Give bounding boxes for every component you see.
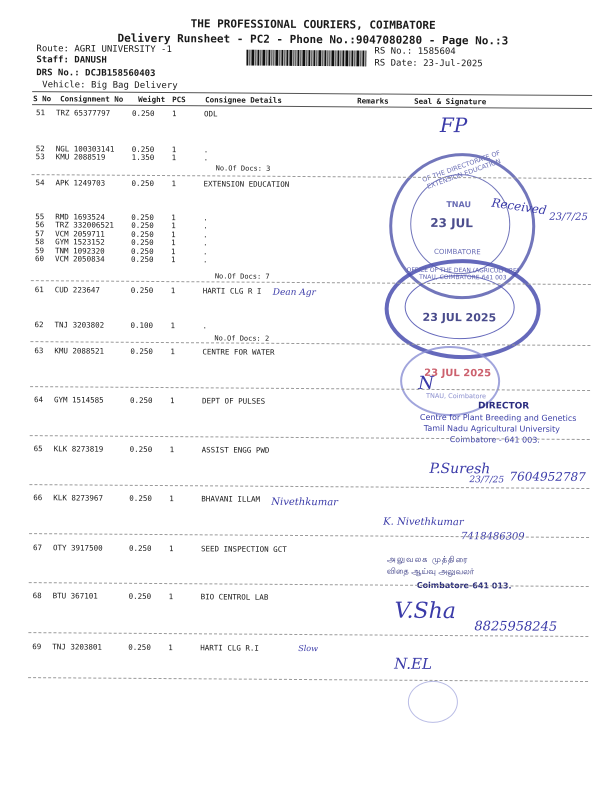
row-sno: 56	[35, 220, 45, 230]
row-consignment: VCM 2050834	[54, 254, 105, 264]
row-sno: 69	[32, 642, 42, 652]
row-weight: 0.100	[130, 320, 154, 330]
row-weight: 0.250	[131, 108, 155, 118]
row-weight: 0.250	[130, 254, 154, 264]
row-sno: 68	[32, 591, 42, 601]
harti-note: Slow	[298, 643, 318, 654]
col-remarks: Remarks	[357, 96, 389, 106]
row-weight: 0.250	[130, 346, 153, 356]
rs-date: RS Date: 23-Jul-2025	[374, 58, 483, 70]
row-weight: 0.250	[128, 543, 152, 553]
row-consignment: BTU 367101	[52, 591, 98, 601]
row-consignment: RMD 1693524	[55, 212, 105, 222]
row-consignee: .	[203, 221, 208, 231]
docs-count-group2: No.Of Docs: 7	[214, 272, 270, 281]
signature-row68: V.Sha	[394, 598, 457, 625]
row-consignee: EXTENSION EDUCATION	[203, 179, 290, 189]
row-sno: 60	[34, 254, 45, 264]
bhavani-name: Nivethkumar	[271, 496, 339, 509]
row-weight: 0.250	[131, 212, 154, 222]
seed-name: K. Nivethkumar	[383, 516, 464, 529]
row-consignee: .	[203, 153, 209, 163]
signature-row51: FP	[439, 112, 468, 138]
col-weight: Weight	[138, 94, 166, 105]
tnau-label: TNAU	[446, 200, 471, 210]
col-seal: Seal & Signature	[414, 96, 487, 107]
col-pcs: PCS	[172, 95, 186, 105]
row-sno: 55	[35, 212, 45, 222]
row-weight: 0.250	[131, 144, 155, 154]
row-weight: 0.250	[128, 591, 152, 601]
pwd-phone: 7604952787	[509, 469, 586, 484]
row-sno: 64	[33, 395, 44, 405]
dean-date: 23 JUL 2025	[422, 310, 497, 325]
drs-number: DCJB158560403	[85, 68, 156, 79]
pwd-date: 23/7/25	[469, 475, 505, 486]
row-pcs: 1	[171, 145, 177, 155]
row-weight: 0.250	[131, 220, 154, 230]
row-consignment: KLK 8273967	[53, 493, 104, 503]
row-consignee: HARTI CLG R I	[202, 286, 262, 296]
row-consignee: ODL	[203, 109, 218, 119]
director-title: DIRECTOR	[477, 401, 530, 412]
row-sno: 66	[33, 493, 43, 503]
staff-label: Staff: DANUSH	[36, 55, 107, 66]
row-weight: 0.250	[131, 229, 154, 239]
round-stamp-label: TNAU, Coimbatore	[426, 391, 487, 401]
staff-name: DANUSH	[74, 55, 107, 66]
row-pcs: 1	[171, 109, 177, 119]
row-consignment: GYM 1514585	[53, 395, 104, 405]
row-sno: 52	[35, 144, 45, 154]
dean-ring-text: OFFICE OF THE DEAN (AGRICULTURE) TNAU, COIMBATORE-641 003	[406, 266, 520, 282]
row-pcs: 1	[170, 347, 175, 357]
signature-row65: P.Suresh	[429, 460, 491, 478]
vehicle-label: Vehicle: Big Bag Delivery	[42, 80, 178, 92]
company-title: THE PROFESSIONAL COURIERS, COIMBATORE	[190, 17, 436, 32]
row-pcs: 1	[168, 544, 174, 554]
signature-row63: N	[418, 372, 434, 394]
directorate-city: COIMBATORE	[434, 247, 481, 257]
directorate-date: 23 JUL	[430, 215, 474, 231]
row-consignment: KMU 2088519	[55, 152, 106, 162]
row-sno: 58	[35, 237, 45, 247]
row-pcs: 1	[168, 592, 174, 602]
row-pcs: 1	[170, 321, 176, 331]
row-consignment: TNJ 3203801	[52, 642, 102, 652]
row-divider	[29, 484, 589, 489]
row-sno: 59	[35, 246, 45, 256]
header-rule-bottom	[32, 104, 592, 109]
row-consignee: .	[203, 213, 208, 223]
row-consignee: .	[203, 238, 208, 248]
row-pcs: 1	[170, 255, 176, 265]
row-pcs: 1	[171, 247, 176, 257]
received-note: Received	[490, 195, 548, 218]
row-consignment: KMU 2088521	[54, 346, 105, 356]
row-consignment: VCM 2059711	[55, 229, 105, 239]
row-pcs: 1	[171, 221, 176, 231]
row-sno: 67	[32, 543, 43, 553]
row-pcs: 1	[171, 153, 177, 163]
row-pcs: 1	[169, 396, 175, 406]
row-sno: 62	[34, 320, 44, 330]
row-sno: 51	[35, 108, 46, 118]
row-consignment: TNM 1092320	[55, 246, 105, 256]
col-consignment: Consignment No	[60, 94, 124, 104]
row-consignee: .	[202, 255, 208, 265]
row-weight: 0.250	[131, 246, 154, 256]
director-line2: Tamil Nadu Agricultural University	[423, 423, 560, 434]
row-consignment: CUD 223647	[54, 285, 100, 295]
row-consignment: TRZ 332006521	[55, 220, 114, 230]
row-consignee: .	[202, 321, 208, 331]
row-consignment: TNJ 3203802	[54, 320, 105, 330]
address-stamp-pin: Coimbatore-641 013.	[416, 580, 512, 591]
row-pcs: 1	[169, 494, 174, 504]
director-line1: Centre for Plant Breeding and Genetics	[419, 412, 577, 423]
dean-note: Dean Agr	[272, 287, 316, 299]
row-consignee: SEED INSPECTION GCT	[200, 544, 287, 554]
row-pcs: 1	[169, 445, 175, 455]
row-consignment: KLK 8273819	[53, 444, 104, 454]
row-pcs: 1	[170, 286, 176, 296]
barcode	[246, 50, 366, 67]
row-consignee: CENTRE FOR WATER	[202, 347, 275, 357]
docs-count-group3: No.Of Docs: 2	[214, 334, 270, 343]
row-consignee: .	[203, 247, 208, 257]
row-consignee: .	[203, 145, 209, 155]
row-consignee: DEPT OF PULSES	[201, 396, 266, 406]
row-sno: 63	[34, 346, 44, 356]
drs-label: DRS No.: DCJB158560403	[36, 68, 156, 79]
row-weight: 0.250	[129, 444, 153, 454]
col-sno: S No	[33, 94, 52, 104]
seed-phone: 7418486309	[461, 531, 525, 543]
row-weight: 0.250	[130, 285, 154, 295]
row-weight: 0.250	[131, 237, 154, 247]
row-consignment: GYM 1523152	[55, 237, 105, 247]
round-stamp-date: 23 JUL 2025	[424, 367, 492, 380]
row-sno: 54	[35, 178, 45, 188]
row-pcs: 1	[171, 213, 176, 223]
row-pcs: 1	[171, 230, 176, 240]
row-weight: 0.250	[131, 178, 155, 188]
address-stamp-line2: விதை ஆய்வு அலுவலர்	[386, 566, 475, 577]
row-divider	[28, 677, 588, 682]
runsheet-rows	[3, 0, 600, 2]
signature-row69: N.EL	[394, 654, 433, 673]
row-weight: 0.250	[129, 493, 152, 503]
bio-phone: 8825958245	[474, 619, 558, 635]
runsheet-title: Delivery Runsheet - PC2 - Phone No.:9047080280 - Page No.:3	[117, 31, 509, 48]
row-sno: 57	[35, 229, 45, 239]
row-consignment: OTY 3917500	[52, 543, 103, 553]
row-weight: 0.250	[128, 642, 151, 652]
row-consignee: BIO CENTROL LAB	[200, 592, 269, 602]
director-line3: Coimbatore - 641 003.	[449, 435, 540, 445]
row-consignee: .	[203, 230, 208, 240]
row-divider	[30, 386, 590, 391]
row-pcs: 1	[168, 643, 173, 653]
docs-count-group1: No.Of Docs: 3	[215, 164, 271, 173]
faint-stamp-bottom	[408, 681, 458, 723]
row-consignee: HARTI CLG R.I	[200, 643, 260, 653]
row-consignee: BHAVANI ILLAM	[201, 494, 261, 504]
row-consignment: TRZ 65377797	[55, 108, 111, 118]
rs-number: RS No.: 1585604	[374, 46, 456, 58]
row-pcs: 1	[171, 238, 176, 248]
col-consignee: Consignee Details	[205, 95, 282, 105]
row-sno: 53	[35, 152, 45, 162]
route-label: Route: AGRI UNIVERSITY -1	[36, 44, 172, 56]
row-consignment: NGL 100303141	[55, 144, 115, 154]
row-sno: 61	[34, 285, 44, 295]
row-consignment: APK 1249703	[55, 178, 106, 188]
row-sno: 65	[33, 444, 43, 454]
row-weight: 0.250	[129, 395, 153, 405]
row-weight: 1.350	[131, 152, 155, 162]
address-stamp-line1: அலுவலக முத்திரை	[386, 554, 469, 565]
directorate-ring-text: OF THE DIRECTORATE OF EXTENSION EDUCATION	[421, 148, 502, 191]
row-consignee: ASSIST ENGG PWD	[201, 445, 270, 455]
row-pcs: 1	[171, 179, 177, 189]
received-date: 23/7/25	[549, 211, 588, 224]
